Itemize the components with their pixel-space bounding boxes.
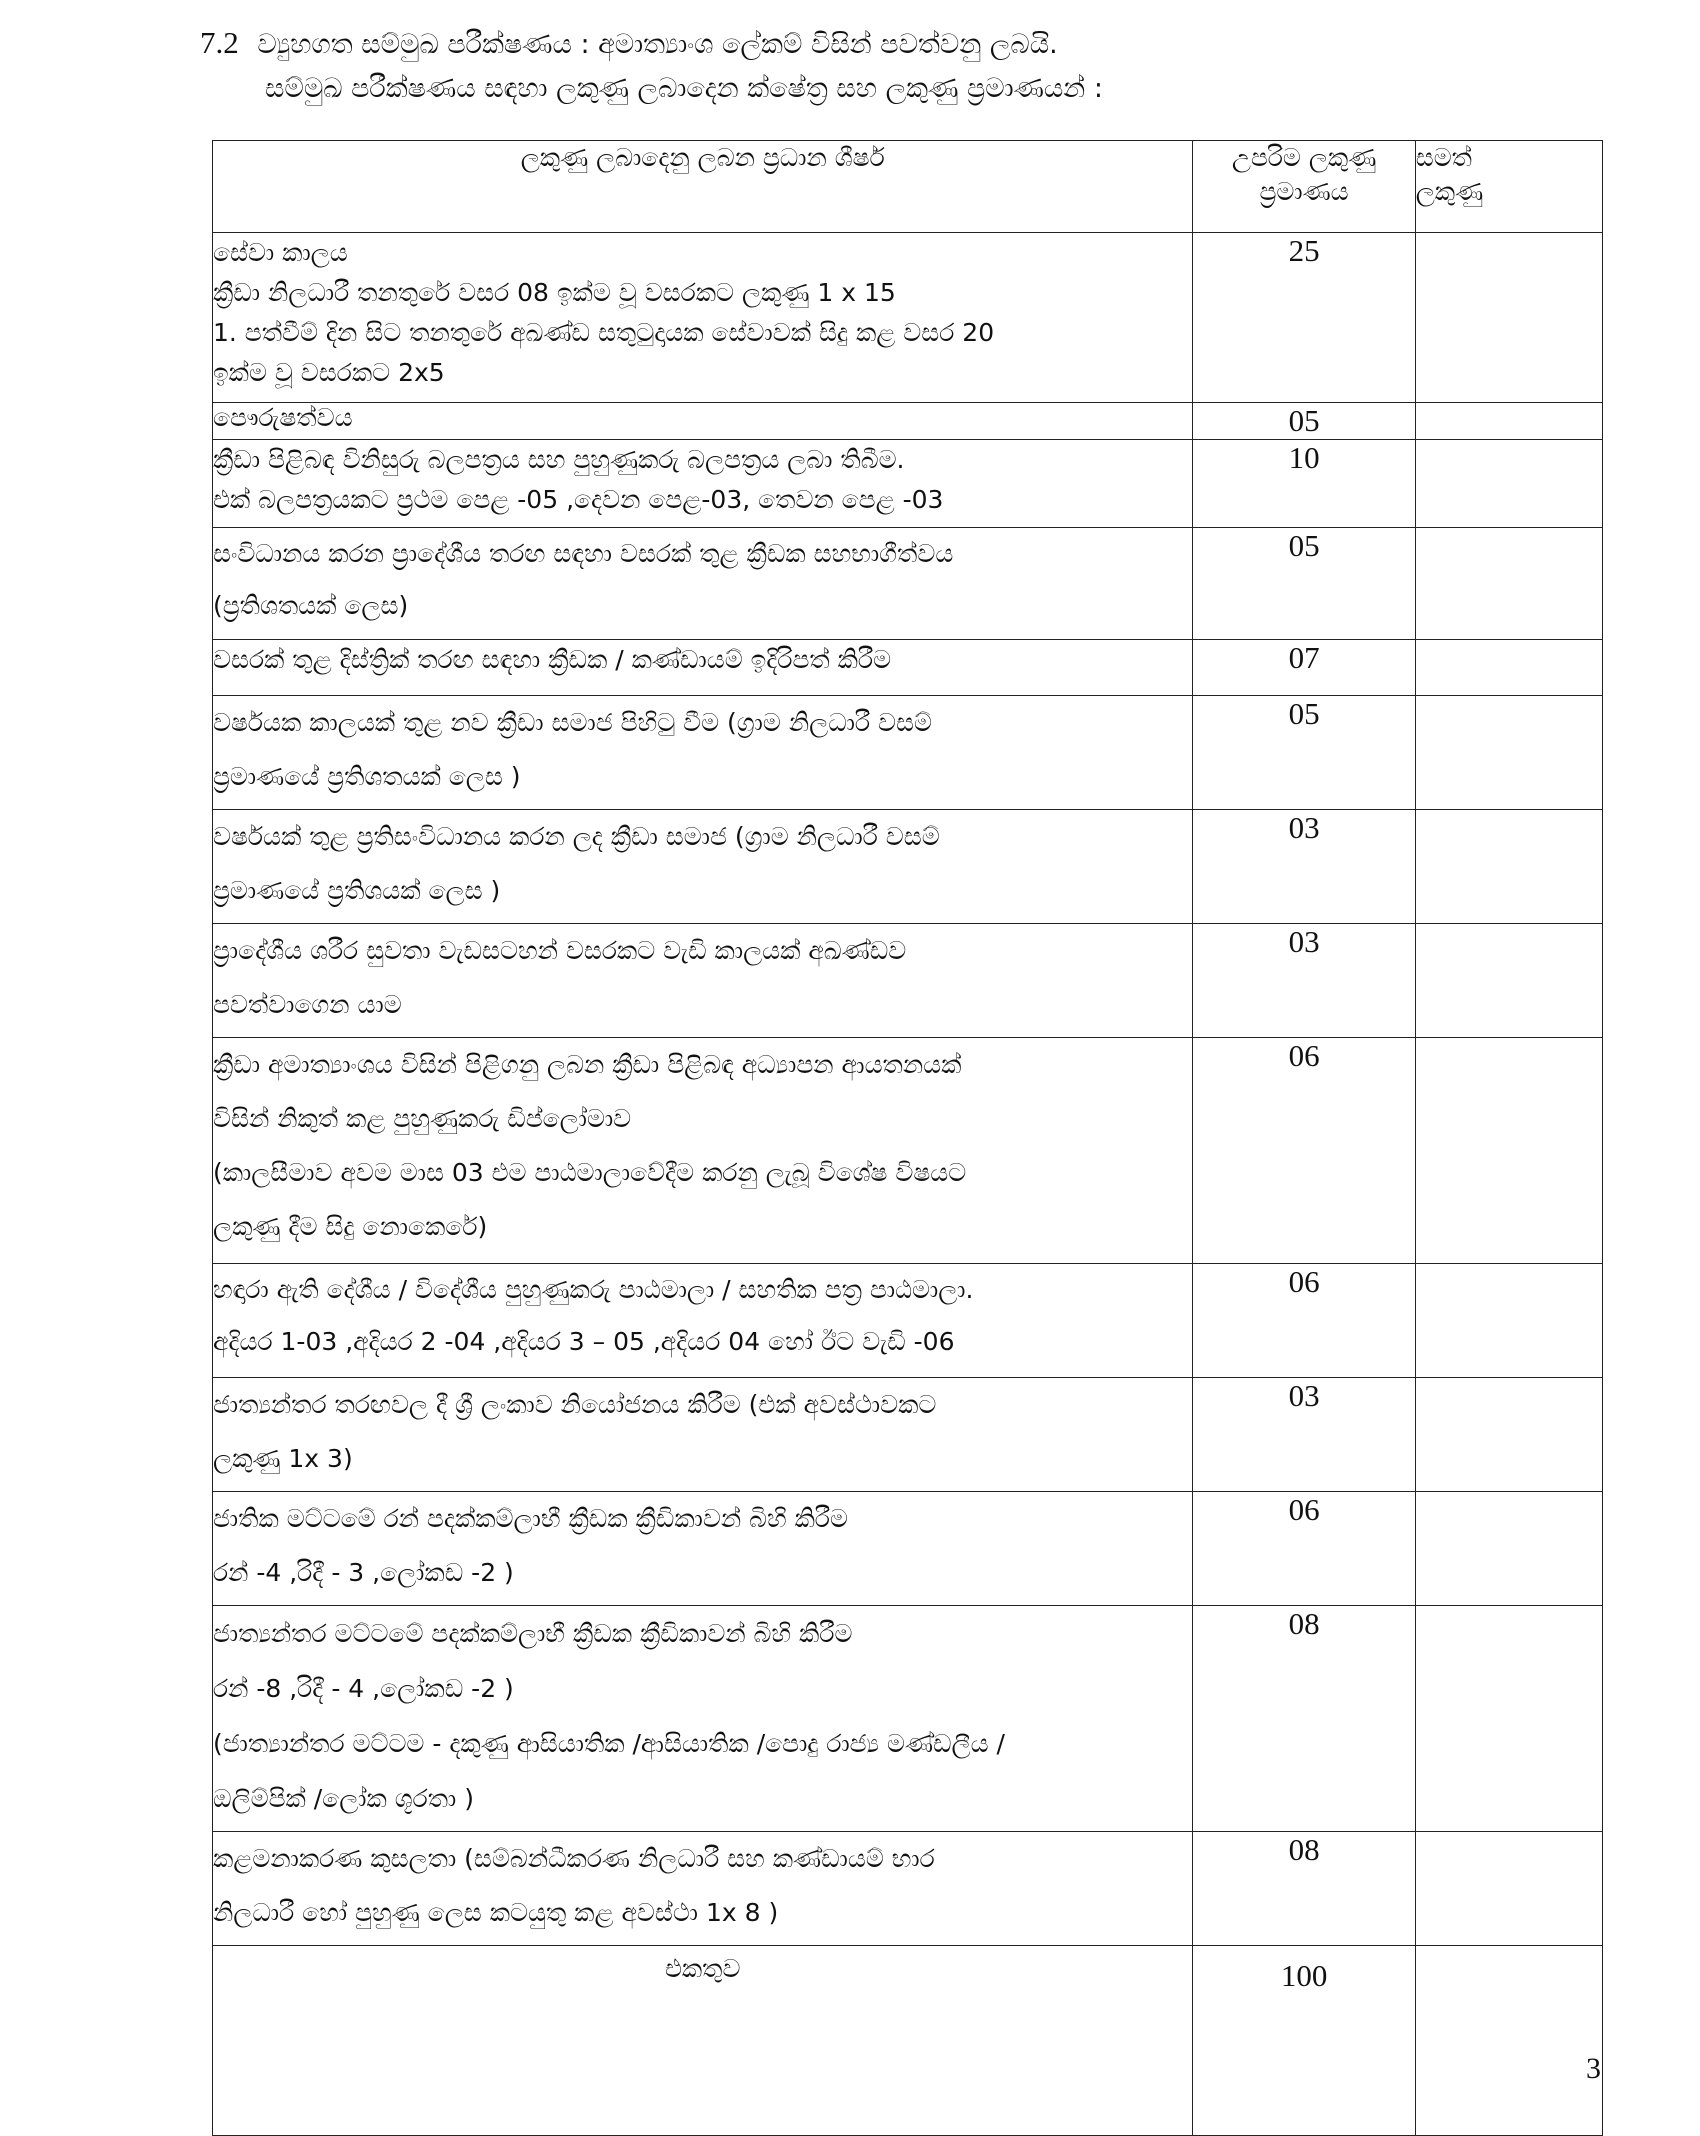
- max-marks-cell: 03: [1193, 810, 1415, 924]
- table-row: [213, 1606, 1603, 1832]
- max-marks-cell: 06: [1193, 1492, 1415, 1606]
- criterion-line: ලකුණු 1x 3): [213, 1444, 353, 1473]
- obtained-marks-cell: [1415, 640, 1602, 696]
- max-marks-cell: 03: [1193, 1378, 1415, 1492]
- criterion-line: ක්‍රීඩා පිළිබඳ විනිසුරු බලපත්‍රය සහ පුහුණුකරු බලපත්‍රය ලබා තිබීම.: [213, 445, 905, 474]
- max-marks-cell: 05: [1193, 403, 1415, 440]
- criterion-cell: [213, 1378, 1193, 1492]
- criterion-cell: [213, 696, 1193, 810]
- criterion-cell: [213, 1264, 1193, 1378]
- criterion-line: එක් බලපත්‍රයකට ප්‍රථම පෙළ -05 ,දෙවන පෙළ-03, තෙවන පෙළ -03: [213, 485, 944, 514]
- criterion-line: පවත්වාගෙන යාම: [213, 990, 402, 1019]
- criterion-line: 1. පත්වීම් දින සිට තනතුරේ අඛණ්ඩ සතුටුදායක සේවාවක් සිදු කළ වසර 20: [213, 318, 995, 347]
- obtained-marks-cell: [1415, 1378, 1602, 1492]
- max-marks-cell: 05: [1193, 528, 1415, 640]
- section-number: 7.2: [200, 25, 239, 60]
- obtained-marks-cell: [1415, 1038, 1602, 1264]
- criterion-line: ලකුණු දීම සිදු නොකෙරේ): [213, 1212, 488, 1241]
- criterion-line: (ප්‍රතිශතයක් ලෙස): [213, 591, 409, 620]
- criterion-cell: [213, 1038, 1193, 1264]
- criterion-line: ප්‍රාදේශීය ශරීර සුවතා වැඩසටහන් වසරකට වැඩි කාලයක් අඛණ්ඩව: [213, 936, 907, 965]
- table-row: [213, 1264, 1603, 1378]
- max-marks-cell: 25: [1193, 233, 1415, 403]
- criterion-cell: [213, 1492, 1193, 1606]
- max-marks-cell: 06: [1193, 1264, 1415, 1378]
- criterion-cell: [213, 528, 1193, 640]
- total-row: [213, 1946, 1603, 2136]
- obtained-marks-cell: [1415, 1492, 1602, 1606]
- header-obtained: [1415, 141, 1602, 233]
- table-row: [213, 1378, 1603, 1492]
- table-row: [213, 440, 1603, 528]
- max-marks-cell: 03: [1193, 924, 1415, 1038]
- max-marks-cell: 10: [1193, 440, 1415, 528]
- marks-table-body: [213, 233, 1603, 2136]
- max-marks-cell: 06: [1193, 1038, 1415, 1264]
- criterion-cell: [213, 233, 1193, 403]
- criterion-line: ජාත්‍යන්තර මට්ටමේ පදක්කම්ලාභී ක්‍රීඩක ක්‍රීඩිකාවන් බිහි කිරීම: [213, 1619, 853, 1648]
- criterion-cell: [213, 924, 1193, 1038]
- total-label: එකතුව: [213, 1946, 1193, 2136]
- criterion-line: අදියර 1-03 ,අදියර 2 -04 ,අදියර 3 – 05 ,අදියර 04 හෝ ඊට වැඩි -06: [213, 1327, 955, 1356]
- criterion-line: සංවිධානය කරන ප්‍රාදේශීය තරඟ සඳහා වසරක් තුළ ක්‍රීඩක සහභාගීත්වය: [213, 539, 954, 568]
- page-number: 3: [1586, 2052, 1601, 2085]
- max-marks-cell: 08: [1193, 1832, 1415, 1946]
- table-row: [213, 528, 1603, 640]
- obtained-marks-cell: [1415, 924, 1602, 1038]
- obtained-marks-cell: [1415, 1832, 1602, 1946]
- criterion-line: වර්ෂයක කාලයක් තුළ නව ක්‍රීඩා සමාජ පිහිටු වීම (ග්‍රාම නිලධාරී වසම්: [213, 708, 932, 737]
- criterion-line: ජාත්‍යන්තර තරඟවල දී ශ්‍රී ලංකාව නියෝජනය කිරීම (එක් අවස්ථාවකට: [213, 1390, 937, 1419]
- criterion-cell: [213, 403, 1193, 440]
- criterion-line: රන් -4 ,රිදී - 3 ,ලෝකඩ -2 ): [213, 1558, 514, 1587]
- obtained-marks-cell: [1415, 1264, 1602, 1378]
- table-row: [213, 403, 1603, 440]
- table-row: [213, 1038, 1603, 1264]
- max-marks-cell: 07: [1193, 640, 1415, 696]
- criterion-line: (කාලසීමාව අවම මාස 03 එම පාඨමාලාවේදීම කරනු ලැබූ විශේෂ විෂයට: [213, 1158, 967, 1187]
- max-marks-cell: 08: [1193, 1606, 1415, 1832]
- section-heading: [200, 22, 1058, 66]
- criterion-cell: [213, 640, 1193, 696]
- criterion-line: වසරක් තුළ දිස්ත්‍රික් තරඟ සඳහා ක්‍රීඩක / කණ්ඩායම් ඉදිරිපත් කිරීම: [213, 645, 892, 674]
- header-main: ලකුණු ලබාදෙනු ලබන ප්‍රධාන ශීර්ෂ: [213, 141, 1193, 233]
- criterion-cell: [213, 440, 1193, 528]
- header-obtained-line2: ලකුණු: [1415, 177, 1484, 206]
- criterion-line: (ජාත්‍යාන්තර මට්ටම - දකුණු ආසියාතික /ආසියාතික /පොදු රාජ්‍ය මණ්ඩලීය /: [213, 1729, 1005, 1758]
- criterion-line: සේවා කාලය: [213, 238, 348, 267]
- obtained-marks-cell: [1415, 696, 1602, 810]
- header-max-line2: ප්‍රමාණය: [1259, 177, 1349, 206]
- header-obtained-line1: සමත්: [1415, 143, 1472, 172]
- total-value: 100: [1193, 1946, 1415, 2136]
- criterion-cell: [213, 810, 1193, 924]
- section-title: ව්‍යුහගත සම්මුඛ පරීක්ෂණය : අමාත්‍යාංශ ලේකම් විසින් පවත්වනු ලබයි.: [257, 29, 1058, 60]
- obtained-marks-cell: [1415, 528, 1602, 640]
- criterion-line: විසින් නිකුත් කළ පුහුණුකරු ඩිප්ලෝමාව: [213, 1104, 632, 1133]
- obtained-marks-cell: [1415, 440, 1602, 528]
- table-row: [213, 640, 1603, 696]
- criterion-line: ජාතික මට්ටමේ රන් පදක්කම්ලාභී ක්‍රීඩක ක්‍රීඩිකාවන් බිහි කිරීම: [213, 1504, 848, 1533]
- criterion-line: වර්ෂයක් තුළ ප්‍රතිසංවිධානය කරන ලද ක්‍රීඩා සමාජ (ග්‍රාම නිලධාරී වසම්: [213, 822, 940, 851]
- criterion-line: ක්‍රීඩා අමාත්‍යාංශය විසින් පිළිගනු ලබන ක්‍රීඩා පිළිබඳ අධ්‍යාපන ආයතනයක්: [213, 1050, 962, 1079]
- obtained-marks-cell: [1415, 403, 1602, 440]
- total-obtained-cell: [1415, 1946, 1602, 2136]
- criterion-line: පෞරුෂත්වය: [213, 403, 353, 432]
- section-subheading: සම්මුඛ පරීක්ෂණය සඳහා ලකුණු ලබාදෙන ක්ෂේත්‍ර සහ ලකුණු ප්‍රමාණයන් :: [265, 73, 1103, 104]
- criterion-cell: [213, 1606, 1193, 1832]
- marks-table: [212, 140, 1603, 2136]
- max-marks-cell: 05: [1193, 696, 1415, 810]
- criterion-line: ක්‍රීඩා නිලධාරී තනතුරේ වසර 08 ඉක්ම වූ වසරකට ලකුණු 1 x 15: [213, 278, 896, 307]
- criterion-line: ප්‍රමාණයේ ප්‍රතිශයක් ලෙස ): [213, 876, 501, 905]
- obtained-marks-cell: [1415, 810, 1602, 924]
- table-row: [213, 810, 1603, 924]
- table-row: [213, 1492, 1603, 1606]
- criterion-line: රන් -8 ,රිදී - 4 ,ලෝකඩ -2 ): [213, 1674, 514, 1703]
- criterion-line: කළමනාකරණ කුසලතා (සම්බන්ධීකරණ නිලධාරී සහ කණ්ඩායම් භාර: [213, 1844, 935, 1873]
- criterion-cell: [213, 1832, 1193, 1946]
- table-row: [213, 233, 1603, 403]
- criterion-line: ඉක්ම වූ වසරකට 2x5: [213, 358, 445, 387]
- table-row: [213, 696, 1603, 810]
- header-max: [1193, 141, 1415, 233]
- header-max-line1: උපරිම ලකුණු: [1231, 143, 1377, 172]
- table-row: [213, 1832, 1603, 1946]
- obtained-marks-cell: [1415, 233, 1602, 403]
- header-row: [213, 141, 1603, 233]
- table-row: [213, 924, 1603, 1038]
- obtained-marks-cell: [1415, 1606, 1602, 1832]
- criterion-line: හඳාරා ඇති දේශීය / විදේශීය පුහුණුකරු පාඨමාලා / සහතික පත්‍ර පාඨමාලා.: [213, 1275, 974, 1304]
- criterion-line: ප්‍රමාණයේ ප්‍රතිශතයක් ලෙස ): [213, 762, 521, 791]
- criterion-line: ඔලිම්පික් /ලෝක ශූරතා ): [213, 1784, 474, 1813]
- criterion-line: නිලධාරී හෝ පුහුණු ලෙස කටයුතු කළ අවස්ථා 1x 8 ): [213, 1898, 779, 1927]
